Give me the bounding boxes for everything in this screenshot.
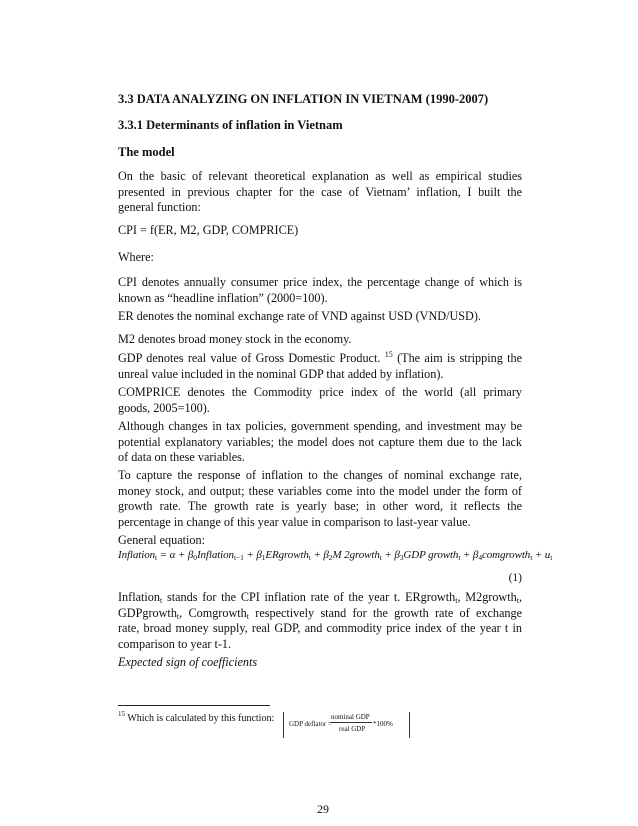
- footnote-divider: [118, 705, 270, 706]
- footnote-reference: 15: [384, 350, 393, 359]
- m2-definition: M2 denotes broad money stock in the economy.: [118, 332, 352, 346]
- er-definition: ER denotes the nominal exchange rate of VND against USD (VND/USD).: [118, 309, 481, 323]
- general-equation-label: General equation:: [118, 533, 205, 547]
- footnote: $^{15}$ Which is calculated by this function:: [118, 710, 275, 724]
- fraction-bar: [330, 722, 372, 723]
- expected-sign-heading: Expected sign of coefficients: [118, 655, 258, 669]
- although-paragraph: Although changes in tax policies, government spending, and investment may be potential explanatory variables; the model does not capture them due to the lack of data on these variables.: [118, 419, 522, 465]
- capture-paragraph: To capture the response of inflation to the changes of nominal exchange rate, money stock, and output; these variables come into the model under the form of growth rate. The growth rate is yearly base; in other word, it reflects the percentage in change of this year value in comparison to last-year value.: [118, 468, 522, 529]
- section-heading: 3.3 DATA ANALYZING ON INFLATION IN VIETNAM (1990-2007): [118, 92, 489, 106]
- function-line: CPI = f(ER, M2, GDP, COMPRICE): [118, 223, 299, 237]
- where-label: Where:: [118, 250, 154, 264]
- page-number: 29: [317, 802, 329, 816]
- comprice-definition: COMPRICE denotes the Commodity price index of the world (all primary goods, 2005=100).: [118, 385, 522, 415]
- variable-explanation: Inflation$_t$ stands for the CPI inflation rate of the year t. ERgrowth$_t$, M2growth$_t$, GDPgrowth$_t$, Comgrowth$_t$ respectively stand for the growth rate of exchange rate, broad money supply, real GDP, and commodity price index of the year t in comparison to year t-1.: [118, 590, 522, 651]
- gdp-deflator-formula: GDP deflator = nominal GDP real GDP *100%: [283, 712, 410, 738]
- footnote-mark: 15: [118, 710, 125, 718]
- regression-equation: Inflation$_t$ = $\alpha + \beta_0Inflation_{t-1}$ + $\beta_1ERgrowth_t + \beta_2M$ 2growth$_t$ + $\beta_3GDP$ growth$_t$ + $\beta_4comgrowth_t + u_t$: [118, 549, 553, 562]
- equation-number: (1): [508, 572, 522, 584]
- intro-paragraph: On the basic of relevant theoretical explanation as well as empirical studies presented in previous chapter for the case of Vietnam’ inflation, I built the general function:: [118, 169, 522, 215]
- gdp-definition: GDP denotes real value of Gross Domestic Product. $^{15}$ (The aim is stripping the unreal value included in the nominal GDP that added by inflation).: [118, 350, 523, 381]
- cpi-definition: CPI denotes annually consumer price index, the percentage change of which is known as “headline inflation” (2000=100).: [118, 275, 522, 305]
- subsection-heading: 3.3.1 Determinants of inflation in Vietnam: [118, 118, 343, 132]
- model-heading: The model: [118, 145, 175, 159]
